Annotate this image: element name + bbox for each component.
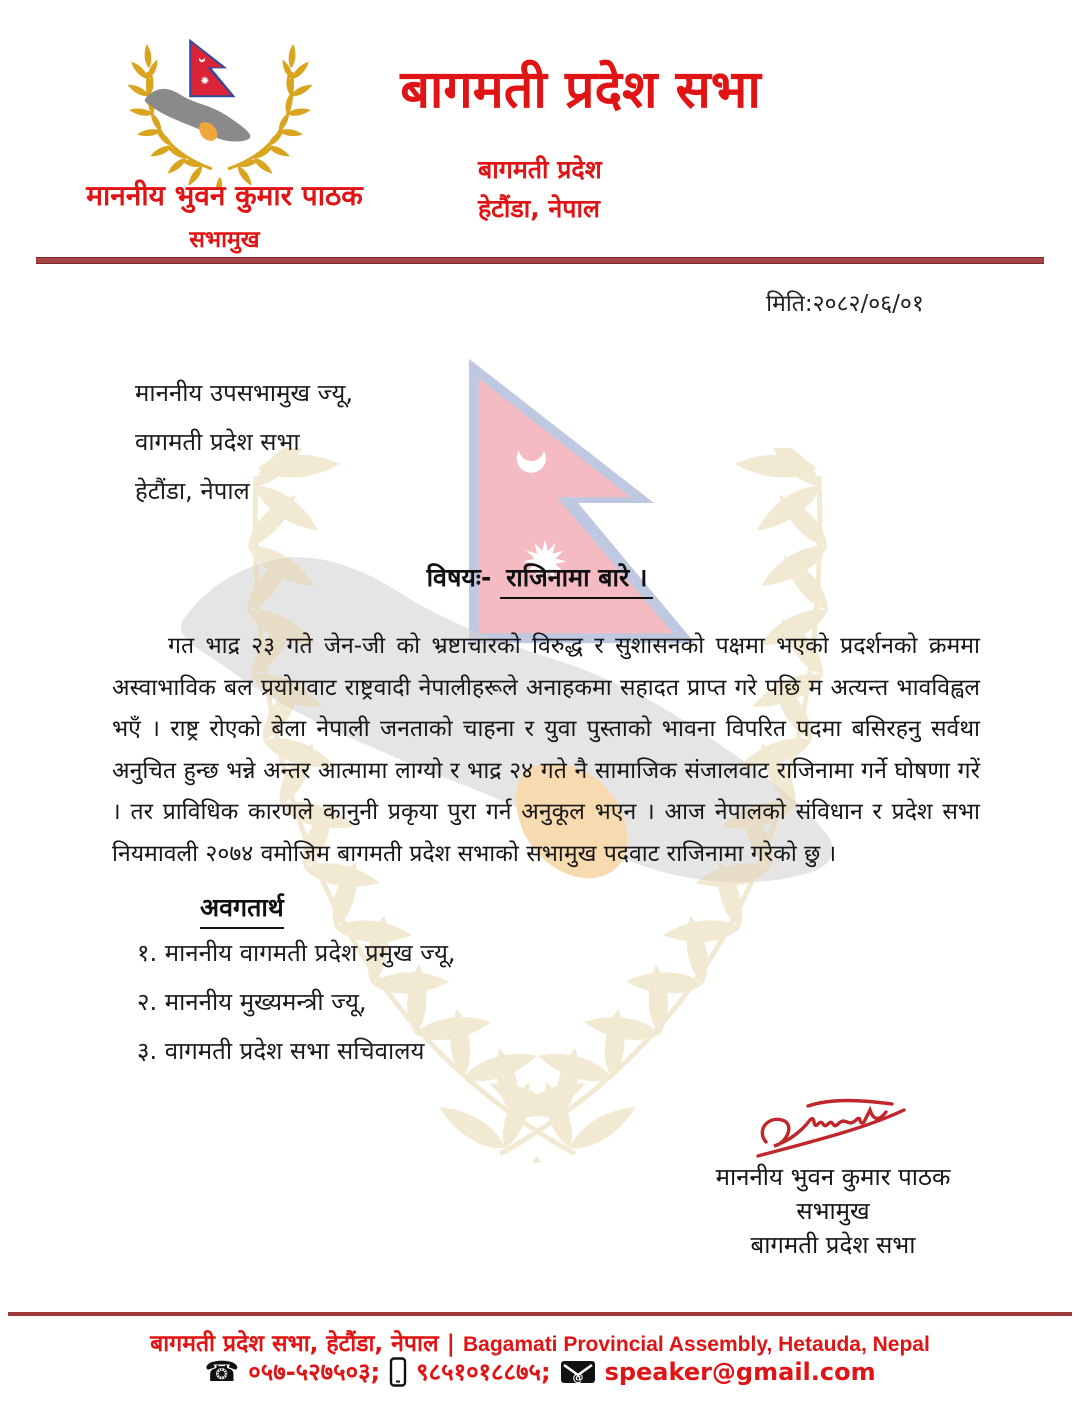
subject-line <box>0 560 1080 594</box>
officer-block <box>42 180 407 254</box>
svg-text:@: @ <box>572 1370 584 1384</box>
masthead-subtitle <box>478 150 602 228</box>
province-line: बागमती प्रदेश <box>478 155 602 184</box>
subject-title: राजिनामा बारे । <box>500 563 653 599</box>
email-address: speaker@gmail.com <box>604 1357 876 1386</box>
signatory-title: सभामुख <box>796 1197 870 1225</box>
addressee-line: हेटौंडा, नेपाल <box>135 477 250 505</box>
cc-item: १. माननीय वागमती प्रदेश प्रमुख ज्यू, <box>137 939 456 967</box>
header-rule <box>36 257 1044 264</box>
date-line: मिति:२०८२/०६/०१ <box>766 291 924 317</box>
location-line: हेटौंडा, नेपाल <box>478 194 600 223</box>
officer-name: माननीय भुवन कुमार पाठक <box>86 179 363 212</box>
signatory-name: माननीय भुवन कुमार पाठक <box>715 1163 951 1191</box>
subject-label: विषयः- <box>426 563 492 592</box>
addressee-block <box>135 376 353 523</box>
signatory-block <box>683 1160 983 1262</box>
nepal-flag-icon <box>189 39 235 97</box>
footer-contact-line <box>0 1355 1080 1388</box>
signature-image <box>752 1090 914 1164</box>
assembly-emblem <box>126 36 314 188</box>
footer-separator: | <box>446 1331 455 1357</box>
cc-list <box>137 936 456 1083</box>
phone-icon: ☎ <box>204 1354 240 1388</box>
mobile-number: ९८५१०१८८७५; <box>416 1358 551 1386</box>
addressee-line: माननीय उपसभामुख ज्यू, <box>135 379 353 407</box>
cc-item: ३. वागमती प्रदेश सभा सचिवालय <box>137 1037 425 1065</box>
footer-org-line <box>0 1326 1080 1358</box>
addressee-line: वागमती प्रदेश सभा <box>135 428 300 456</box>
officer-title: सभामुख <box>189 227 260 253</box>
signatory-organization: बागमती प्रदेश सभा <box>750 1231 916 1259</box>
footer-rule <box>8 1312 1072 1316</box>
footer-org-english: Bagamati Provincial Assembly, Hetauda, Nepal <box>462 1333 930 1356</box>
assembly-name-title: बागमती प्रदेश सभा <box>400 60 761 120</box>
phone-number: ०५७-५२७५०३; <box>248 1358 381 1386</box>
cc-item: २. माननीय मुख्यमन्त्री ज्यू, <box>137 988 367 1016</box>
footer-org-nepali: बागमती प्रदेश सभा, हेटौंडा, नेपाल <box>150 1331 439 1357</box>
body-paragraph: गत भाद्र २३ गते जेन-जी को भ्रष्टाचारको विरुद्ध र सुशासनको पक्षमा भएको प्रदर्शनको क्रममा अस्वाभाविक बल प्रयोगवाट राष्ट्रवादी नेपालीहरूले अनाहकमा सहादत प्राप्त गरे पछि म अत्यन्त भावविह्वल भएँ । राष्ट्र रोएको बेला नेपाली जनताको चाहना र युवा पुस्ताको भावना विपरित पदमा बसिरहनु सर्वथा अनुचित हुन्छ भन्ने अन्तर आत्मामा लाग्यो र भाद्र २४ गते नै सामाजिक संजालवाट राजिनामा गर्ने घोषणा गरें । तर प्राविधिक कारणले कानुनी प्रकृया पुरा गर्न अनुकूल भएन । आज नेपालको संविधान र प्रदेश सभा नियमावली २०७४ वमोजिम बागमती प्रदेश सभाको सभामुख पदवाट राजिनामा गरेको छु । <box>112 633 980 867</box>
mobile-icon <box>389 1357 407 1387</box>
cc-heading: अवगतार्थ <box>200 890 284 929</box>
email-icon <box>560 1359 596 1385</box>
